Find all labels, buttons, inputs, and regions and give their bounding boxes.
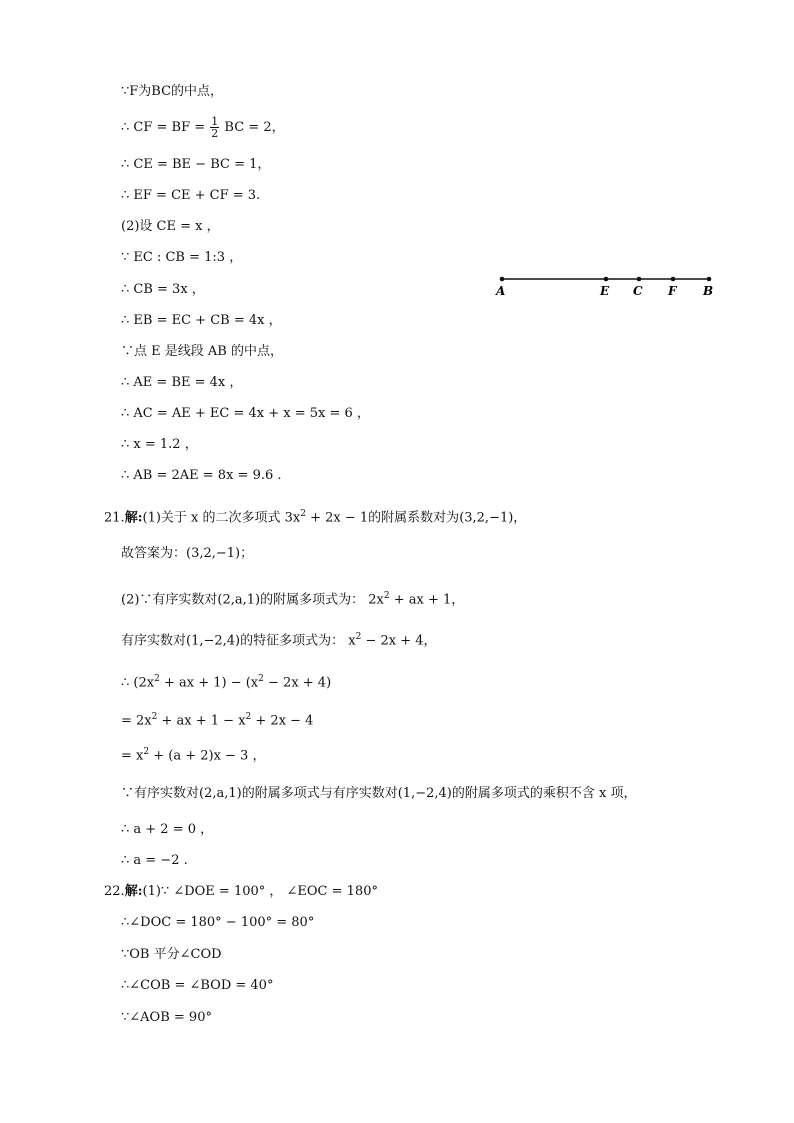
fraction-numerator: 1	[211, 115, 219, 128]
t17a: 有序实数对	[121, 633, 187, 649]
t17d: − 2x + 4，	[361, 633, 437, 649]
t19a: = 2x	[121, 713, 152, 729]
t21c: 的附属多项式与有序实数对	[241, 786, 398, 801]
text-line-23: ∴ a = −2 .	[121, 853, 188, 868]
text-line-22: ∴ a + 2 = 0 ，	[121, 822, 214, 837]
exponent-2: 2	[245, 712, 252, 722]
t18d: − 2x + 4)	[263, 675, 332, 691]
exponent-2: 2	[143, 747, 150, 757]
fraction-denominator: 2	[211, 127, 219, 140]
label-e: E	[600, 284, 610, 298]
t21a: ∵有序实数对	[121, 786, 200, 801]
t21b: (2,a,1)	[199, 786, 242, 801]
text-line-4: ∴ EF = CE + CF = 3.	[121, 188, 261, 203]
question-number-22: 22.	[104, 884, 125, 899]
text-line-18	[121, 670, 331, 692]
t16b: (2,a,1)	[217, 592, 261, 608]
text-line-10: ∴ AE = BE = 4x ，	[121, 375, 243, 390]
question-22-line	[104, 883, 378, 901]
q22-text: (1)∵ ∠DOE = 100° ， ∠EOC = 180°	[142, 884, 378, 899]
t20a: = x	[121, 748, 144, 764]
t16a: (2)∵有序实数对	[121, 592, 218, 608]
t16d: + ax + 1，	[389, 592, 465, 608]
text-line-20	[121, 743, 265, 765]
point-a	[500, 277, 505, 282]
text-line-5: (2)设 CE = x ，	[121, 219, 220, 234]
text-line-13: ∴ AB = 2AE = 8x = 9.6 .	[121, 468, 282, 483]
exponent-2: 2	[258, 674, 264, 684]
text-line-21	[121, 785, 636, 803]
text-line-25: ∴∠DOC = 180° − 100° = 80°	[121, 915, 315, 930]
q21-text-a: (1)关于 x 的二次多项式 3x	[142, 510, 301, 526]
solution-label-21: 解:	[124, 510, 143, 526]
exponent-2: 2	[300, 509, 306, 519]
point-b	[707, 277, 712, 282]
label-b: B	[703, 284, 714, 298]
t18b: (2x	[133, 675, 155, 691]
t21d: (1,−2,4)	[397, 786, 452, 801]
q21-text-b: + 2x − 1的附属系数对为	[305, 510, 460, 526]
text-line-2	[121, 113, 285, 143]
t21e: 的附属多项式的乘积不含 x 项，	[451, 786, 637, 801]
text-line-11: ∴ AC = AE + EC = 4x + x = 5x = 6 ，	[121, 406, 370, 421]
text-line-12: ∴ x = 1.2 ，	[121, 437, 198, 452]
text-line-15: 故答案为：(3,2,−1)；	[121, 546, 254, 561]
text-line-9: ∵点 E 是线段 AB 的中点，	[121, 344, 283, 359]
t17b: (1,−2,4)	[186, 633, 241, 649]
question-21-line	[104, 505, 526, 527]
question-number-21: 21.	[104, 510, 125, 526]
label-f: F	[668, 284, 677, 298]
q21-text-c: (3,2,−1)，	[459, 510, 527, 526]
t17c: 的特征多项式为： x	[240, 633, 356, 649]
text-line-28: ∵∠AOB = 90°	[121, 1010, 212, 1025]
text-line-8: ∴ EB = EC + CB = 4x ，	[121, 313, 282, 328]
t19c: + 2x − 4	[251, 713, 314, 729]
text-line-26: ∵OB 平分∠COD	[121, 947, 222, 962]
t16c: 的附属多项式为： 2x	[260, 592, 384, 608]
text-line-16	[121, 587, 464, 609]
solution-label-22: 解:	[124, 884, 143, 899]
exponent-2: 2	[151, 712, 158, 722]
text-line-2-end: BC = 2，	[224, 120, 285, 135]
point-e	[604, 277, 609, 282]
segment-figure	[490, 268, 720, 302]
point-c	[637, 277, 642, 282]
fraction-one-half	[210, 116, 219, 139]
text-line-17	[121, 628, 437, 650]
label-a: A	[496, 284, 506, 298]
text-line-1: ∵F为BC的中点，	[121, 84, 224, 99]
t20b: + (a + 2)x − 3 ，	[149, 748, 266, 764]
t19b: + ax + 1 − x	[157, 713, 246, 729]
text-line-27: ∴∠COB = ∠BOD = 40°	[121, 978, 274, 993]
label-c: C	[633, 284, 643, 298]
exponent-2: 2	[154, 674, 160, 684]
t18a: ∴	[121, 675, 130, 691]
text-line-2-start: ∴ CF = BF =	[121, 120, 206, 135]
t18c: + ax + 1) − (x	[159, 675, 259, 691]
text-line-3: ∴ CE = BE − BC = 1，	[121, 157, 271, 172]
text-line-19	[121, 708, 313, 730]
exponent-2: 2	[383, 591, 390, 601]
text-line-6: ∵ EC : CB = 1:3 ，	[121, 250, 243, 265]
exponent-2: 2	[355, 632, 362, 642]
text-line-7: ∴ CB = 3x ，	[121, 282, 205, 297]
point-f	[671, 277, 676, 282]
